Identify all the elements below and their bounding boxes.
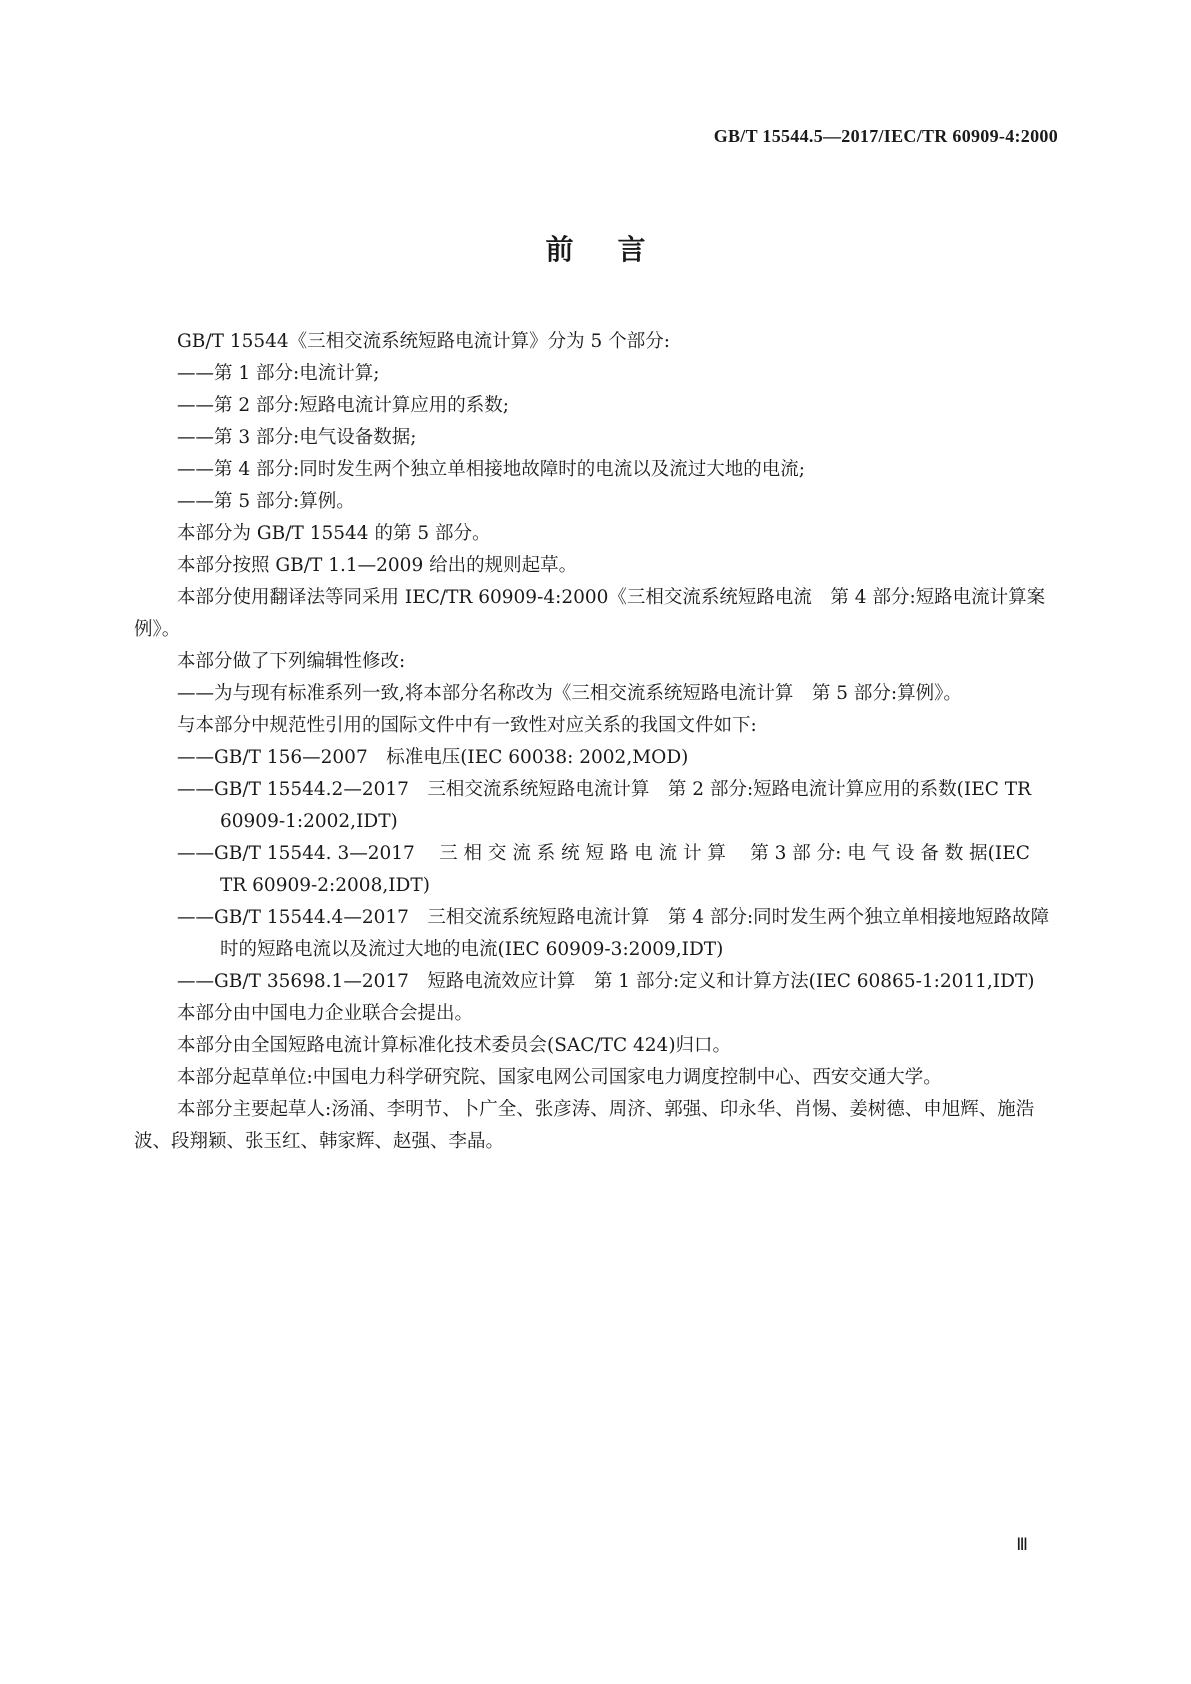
paragraph-edits-intro: 本部分做了下列编辑性修改: xyxy=(177,651,406,672)
list-item-part2: ——第 2 部分:短路电流计算应用的系数; xyxy=(177,395,509,416)
paragraph-intro: GB/T 15544《三相交流系统短路电流计算》分为 5 个部分: xyxy=(177,331,670,352)
page-number: Ⅲ xyxy=(1016,1535,1028,1554)
list-item-ref3: ——GB/T 15544. 3—2017 三 相 交 流 系 统 短 路 电 流 计 算 第 3 部 分: 电 气 设 备 数 据(IEC TR 60909-2:2008,IDT) xyxy=(177,843,1030,896)
paragraph-drafting-rule: 本部分按照 GB/T 1.1—2009 给出的规则起草。 xyxy=(177,555,578,576)
paragraph-proposer: 本部分由中国电力企业联合会提出。 xyxy=(177,1003,474,1024)
paragraph-this-part: 本部分为 GB/T 15544 的第 5 部分。 xyxy=(177,523,491,544)
paragraph-centralized: 本部分由全国短路电流计算标准化技术委员会(SAC/TC 424)归口。 xyxy=(177,1035,732,1056)
list-item-ref1: ——GB/T 156—2007 标准电压(IEC 60038: 2002,MOD) xyxy=(177,747,689,768)
paragraph-translation: 本部分使用翻译法等同采用 IEC/TR 60909-4:2000《三相交流系统短路电流 第 4 部分:短路电流计算案例》。 xyxy=(134,587,1046,640)
list-item-ref4: ——GB/T 15544.4—2017 三相交流系统短路电流计算 第 4 部分:同时发生两个独立单相接地短路故障时的短路电流以及流过大地的电流(IEC 60909-3:2009,IDT) xyxy=(177,907,1050,960)
document-body xyxy=(134,326,1060,1158)
list-item-part4: ——第 4 部分:同时发生两个独立单相接地故障时的电流以及流过大地的电流; xyxy=(177,459,806,480)
list-item-ref5: ——GB/T 35698.1—2017 短路电流效应计算 第 1 部分:定义和计算方法(IEC 60865-1:2011,IDT) xyxy=(177,971,1035,992)
paragraph-drafting-units: 本部分起草单位:中国电力科学研究院、国家电网公司国家电力调度控制中心、西安交通大学。 xyxy=(177,1067,942,1088)
list-item-part1: ——第 1 部分:电流计算; xyxy=(177,363,380,384)
page-title: 前言 xyxy=(545,233,690,266)
standard-code-header: GB/T 15544.5—2017/IEC/TR 60909-4:2000 xyxy=(713,126,1058,146)
list-item-part5: ——第 5 部分:算例。 xyxy=(177,491,355,512)
list-item-ref2: ——GB/T 15544.2—2017 三相交流系统短路电流计算 第 2 部分:短路电流计算应用的系数(IEC TR 60909-1:2002,IDT) xyxy=(177,779,1032,832)
paragraph-refs-intro: 与本部分中规范性引用的国际文件中有一致性对应关系的我国文件如下: xyxy=(177,715,757,736)
paragraph-drafters: 本部分主要起草人:汤涌、李明节、卜广全、张彦涛、周济、郭强、印永华、肖惕、姜树德、申旭辉、施浩波、段翔颖、张玉红、韩家辉、赵强、李晶。 xyxy=(134,1099,1035,1152)
list-item-edit1: ——为与现有标准系列一致,将本部分名称改为《三相交流系统短路电流计算 第 5 部分:算例》。 xyxy=(177,683,962,704)
list-item-part3: ——第 3 部分:电气设备数据; xyxy=(177,427,417,448)
